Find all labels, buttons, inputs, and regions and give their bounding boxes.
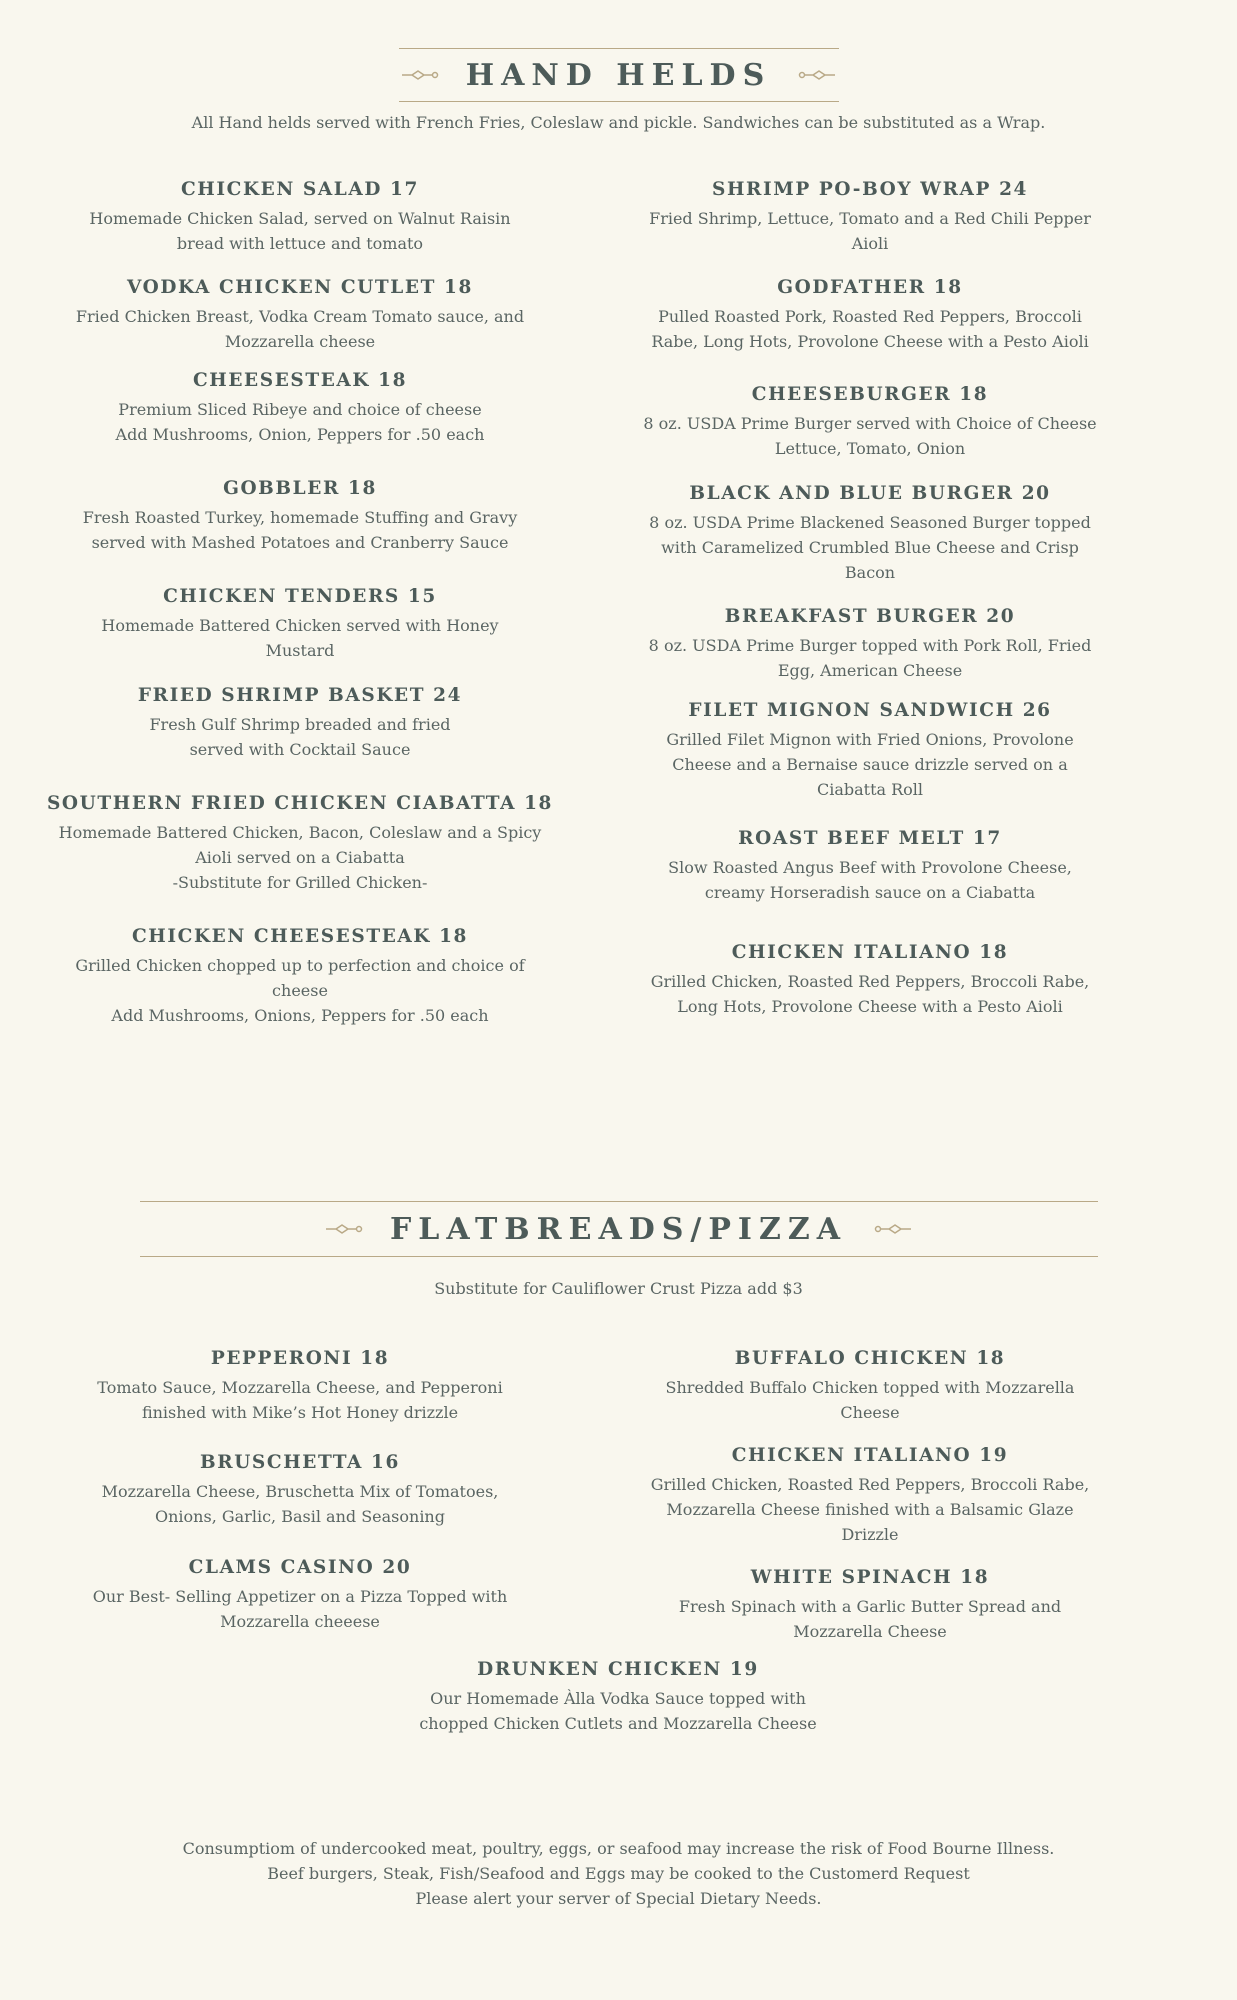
item-name: SOUTHERN FRIED CHICKEN CIABATTA 18 <box>46 793 554 814</box>
item-description: Fried Shrimp, Lettuce, Tomato and a Red Chili Pepper Aioli <box>649 209 1091 253</box>
allergy-disclaimer: Consumptiom of undercooked meat, poultry, eggs, or seafood may increase the risk of Food Bourne Illness. Beef burgers, Steak, Fish/Seafood and Eggs may be cooked to the Customerd Request Please alert your server of Special Dietary Needs. <box>182 1839 1055 1908</box>
item-name: CHICKEN TENDERS 15 <box>163 586 437 607</box>
item-name: CHEESEBURGER 18 <box>751 384 989 405</box>
item-description: Homemade Battered Chicken served with Honey Mustard <box>101 616 499 660</box>
item-name: BREAKFAST BURGER 20 <box>724 606 1016 627</box>
item-description: Our Homemade Àlla Vodka Sauce topped with chopped Chicken Cutlets and Mozzarella Cheese <box>419 1689 817 1733</box>
menu-item <box>610 1444 1130 1547</box>
item-description: Grilled Chicken chopped up to perfection and choice of cheese Add Mushrooms, Onions, Peppers for .50 each <box>75 956 525 1025</box>
item-description: Slow Roasted Angus Beef with Provolone Cheese, creamy Horseradish sauce on a Ciabatta <box>668 858 1072 902</box>
item-name: VODKA CHICKEN CUTLET 18 <box>127 277 473 298</box>
handhelds-header-band <box>399 48 839 102</box>
item-description: Grilled Filet Mignon with Fried Onions, Provolone Cheese and a Bernaise sauce drizzle served on a Ciabatta Roll <box>666 730 1074 799</box>
menu-item <box>610 276 1130 354</box>
item-description: Homemade Battered Chicken, Bacon, Coleslaw and a Spicy Aioli served on a Ciabatta -Substitute for Grilled Chicken- <box>58 823 542 892</box>
flourish-left-icon <box>324 1222 364 1236</box>
item-name: BRUSCHETTA 16 <box>199 1452 400 1473</box>
flatbreads-title: FLATBREADS/PIZZA <box>389 1211 848 1247</box>
menu-item <box>40 276 560 354</box>
menu-item <box>40 925 560 1028</box>
item-name: GOBBLER 18 <box>223 478 377 499</box>
item-name: CHICKEN ITALIANO 18 <box>731 942 1009 963</box>
menu-item <box>40 1556 560 1634</box>
menu-item <box>610 827 1130 905</box>
item-name: CHICKEN SALAD 17 <box>180 179 419 200</box>
menu-item <box>40 477 560 555</box>
item-description: Mozzarella Cheese, Bruschetta Mix of Tomatoes, Onions, Garlic, Basil and Seasoning <box>101 1482 499 1526</box>
menu-item <box>610 383 1130 461</box>
item-description: 8 oz. USDA Prime Blackened Seasoned Burger topped with Caramelized Crumbled Blue Cheese and Crisp Bacon <box>649 513 1091 582</box>
flourish-left-icon <box>400 68 440 82</box>
item-name: CLAMS CASINO 20 <box>188 1557 412 1578</box>
flatbreads-header <box>0 1201 1237 1257</box>
item-description: Premium Sliced Ribeye and choice of cheese Add Mushrooms, Onion, Peppers for .50 each <box>115 400 485 444</box>
item-description: Shredded Buffalo Chicken topped with Mozzarella Cheese <box>665 1378 1075 1422</box>
item-description: Homemade Chicken Salad, served on Walnut Raisin bread with lettuce and tomato <box>89 209 511 253</box>
menu-item <box>40 178 560 256</box>
menu-item <box>40 1451 560 1529</box>
handhelds-subtitle: All Hand helds served with French Fries, Coleslaw and pickle. Sandwiches can be substituted as a Wrap. <box>191 113 1046 132</box>
item-name: PEPPERONI 18 <box>210 1348 390 1369</box>
item-description: 8 oz. USDA Prime Burger served with Choice of Cheese Lettuce, Tomato, Onion <box>643 414 1097 458</box>
item-name: DRUNKEN CHICKEN 19 <box>477 1659 759 1680</box>
flourish-right-icon <box>797 68 837 82</box>
menu-item <box>610 941 1130 1019</box>
item-description: Fresh Spinach with a Garlic Butter Spread and Mozzarella Cheese <box>678 1597 1062 1641</box>
flatbreads-subtitle: Substitute for Cauliflower Crust Pizza add $3 <box>434 1279 803 1298</box>
item-description: Grilled Chicken, Roasted Red Peppers, Broccoli Rabe, Long Hots, Provolone Cheese with a Pesto Aioli <box>650 972 1090 1016</box>
item-name: BLACK AND BLUE BURGER 20 <box>689 483 1051 504</box>
item-name: GODFATHER 18 <box>777 277 963 298</box>
item-description: Fried Chicken Breast, Vodka Cream Tomato sauce, and Mozzarella cheese <box>75 307 525 351</box>
item-description: Fresh Roasted Turkey, homemade Stuffing and Gravy served with Mashed Potatoes and Cranberry Sauce <box>82 508 518 552</box>
item-description: Pulled Roasted Pork, Roasted Red Peppers, Broccoli Rabe, Long Hots, Provolone Cheese with a Pesto Aioli <box>651 307 1089 351</box>
menu-item <box>610 699 1130 802</box>
item-description: Grilled Chicken, Roasted Red Peppers, Broccoli Rabe, Mozzarella Cheese finished with a Balsamic Glaze Drizzle <box>650 1475 1090 1544</box>
menu-item <box>318 1658 918 1736</box>
menu-item <box>40 792 560 895</box>
item-name: BUFFALO CHICKEN 18 <box>734 1348 1006 1369</box>
menu-item <box>610 178 1130 256</box>
handhelds-title: HAND HELDS <box>465 57 772 93</box>
menu-item <box>40 1347 560 1425</box>
item-description: Our Best- Selling Appetizer on a Pizza Topped with Mozzarella cheeese <box>92 1587 508 1631</box>
menu-item <box>610 1566 1130 1644</box>
flourish-right-icon <box>873 1222 913 1236</box>
menu-item <box>610 1347 1130 1425</box>
item-description: 8 oz. USDA Prime Burger topped with Pork Roll, Fried Egg, American Cheese <box>648 636 1092 680</box>
flatbreads-header-band <box>140 1201 1098 1257</box>
handhelds-header <box>0 48 1237 102</box>
item-name: FRIED SHRIMP BASKET 24 <box>137 685 463 706</box>
item-name: CHICKEN CHEESESTEAK 18 <box>131 926 469 947</box>
item-name: SHRIMP PO-BOY WRAP 24 <box>711 179 1029 200</box>
item-name: FILET MIGNON SANDWICH 26 <box>688 700 1052 721</box>
menu-item <box>40 585 560 663</box>
item-description: Tomato Sauce, Mozzarella Cheese, and Pepperoni finished with Mike’s Hot Honey drizzle <box>97 1378 503 1422</box>
item-description: Fresh Gulf Shrimp breaded and fried served with Cocktail Sauce <box>149 715 451 759</box>
item-name: CHICKEN ITALIANO 19 <box>731 1445 1009 1466</box>
menu-item <box>610 482 1130 585</box>
item-name: CHEESESTEAK 18 <box>192 370 408 391</box>
menu-item <box>610 605 1130 683</box>
menu-item <box>40 684 560 762</box>
menu-item <box>40 369 560 447</box>
item-name: ROAST BEEF MELT 17 <box>738 828 1002 849</box>
item-name: WHITE SPINACH 18 <box>750 1567 990 1588</box>
